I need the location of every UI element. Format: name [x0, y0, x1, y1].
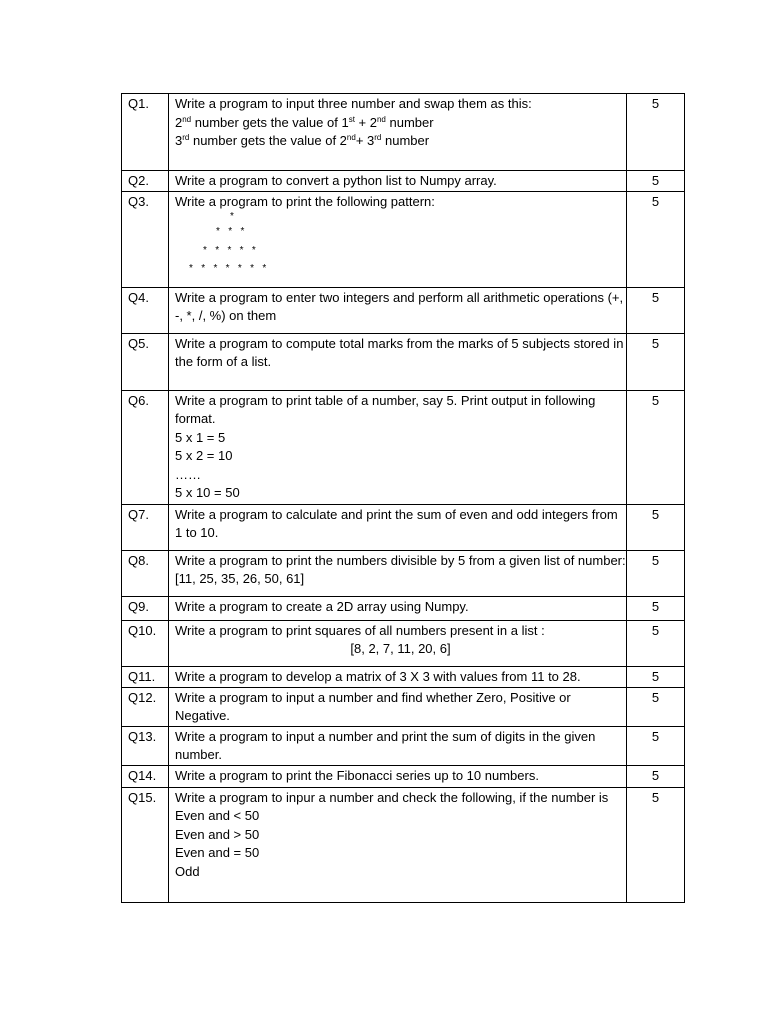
superscript: rd [182, 133, 190, 142]
question-number: Q10. [122, 620, 169, 666]
question-line: Write a program to print table of a number, say 5. Print output in following format. [175, 392, 596, 426]
question-number: Q15. [122, 787, 169, 902]
question-marks: 5 [627, 787, 685, 902]
question-number: Q14. [122, 765, 169, 787]
question-text: Write a program to print the numbers divisible by 5 from a given list of number: [11, 25, 35, 26, 50, 61] [169, 550, 627, 596]
question-line: Write a program to print the following pattern: [175, 193, 435, 209]
superscript: nd [376, 114, 386, 124]
question-number: Q5. [122, 333, 169, 390]
question-text: Write a program to input a number and print the sum of digits in the given number. [169, 726, 627, 765]
output-line: …… [175, 466, 201, 482]
question-text [169, 765, 627, 787]
question-number: Q7. [122, 504, 169, 550]
question-text: Write a program to enter two integers and perform all arithmetic operations (+, -, *, /, %) on them [169, 287, 627, 333]
question-number: Q2. [122, 171, 169, 192]
question-row [122, 94, 685, 171]
star-pattern-line: * * * * * * * [189, 263, 267, 274]
question-line: Write a program to convert a python list to Numpy array. [175, 173, 497, 188]
condition-line: Odd [175, 863, 200, 879]
question-number: Q12. [122, 687, 169, 726]
question-number: Q6. [122, 390, 169, 504]
question-number: Q3. [122, 191, 169, 287]
output-line: 5 x 2 = 10 [175, 448, 233, 463]
question-text [169, 390, 627, 504]
question-row [122, 504, 685, 550]
question-marks: 5 [627, 765, 685, 787]
text-run: number [385, 114, 434, 130]
text-run: 3 [175, 133, 183, 148]
question-text: Write a program to calculate and print the sum of even and odd integers from 1 to 10. [169, 504, 627, 550]
question-marks: 5 [627, 596, 685, 620]
question-number: Q1. [122, 94, 169, 171]
question-marks: 5 [627, 333, 685, 390]
question-line [175, 114, 626, 133]
question-number: Q11. [122, 666, 169, 687]
question-text [169, 171, 627, 192]
question-marks: 5 [627, 191, 685, 287]
question-text [169, 666, 627, 687]
superscript: nd [182, 114, 192, 124]
text-run: + 3 [355, 133, 375, 148]
question-marks: 5 [627, 504, 685, 550]
output-line: 5 x 1 = 5 [175, 429, 226, 445]
question-number: Q9. [122, 596, 169, 620]
question-text [169, 787, 627, 902]
star-pattern-line: * [230, 211, 234, 222]
question-row [122, 596, 685, 620]
list-literal: [8, 2, 7, 11, 20, 6] [350, 641, 451, 656]
question-marks: 5 [627, 287, 685, 333]
question-text [169, 620, 627, 666]
text-run: number [381, 133, 430, 148]
question-row [122, 666, 685, 687]
question-text: Write a program to input a number and find whether Zero, Positive or Negative. [169, 687, 627, 726]
star-pattern-line: * * * [216, 226, 245, 237]
superscript: st [348, 114, 355, 124]
question-row [122, 390, 685, 504]
question-text [169, 94, 627, 171]
question-number: Q8. [122, 550, 169, 596]
question-marks: 5 [627, 171, 685, 192]
text-run: number gets the value of 2 [189, 133, 347, 148]
question-row [122, 765, 685, 787]
question-marks: 5 [627, 666, 685, 687]
question-line: Write a program to create a 2D array using Numpy. [175, 598, 469, 614]
text-run: number gets the value of 1 [191, 114, 349, 130]
question-row [122, 550, 685, 596]
question-row [122, 620, 685, 666]
question-line: Write a program to print squares of all numbers present in a list : [175, 622, 545, 638]
question-row [122, 787, 685, 902]
question-row [122, 191, 685, 287]
question-row [122, 333, 685, 390]
output-line: 5 x 10 = 50 [175, 485, 240, 500]
condition-line: Even and > 50 [175, 826, 260, 842]
question-line: Write a program to input three number and swap them as this: [175, 96, 532, 111]
question-marks: 5 [627, 550, 685, 596]
question-marks: 5 [627, 390, 685, 504]
star-pattern-line: * * * * * [203, 244, 256, 256]
question-row [122, 287, 685, 333]
question-marks: 5 [627, 726, 685, 765]
question-row [122, 726, 685, 765]
text-run: + 2 [354, 114, 377, 130]
question-line: Write a program to print the Fibonacci series up to 10 numbers. [175, 767, 539, 783]
questions-table [121, 93, 685, 903]
question-row [122, 171, 685, 192]
question-text [169, 596, 627, 620]
question-number: Q13. [122, 726, 169, 765]
condition-line: Even and < 50 [175, 808, 260, 823]
question-line: Write a program to inpur a number and check the following, if the number is [175, 789, 609, 805]
question-text [169, 191, 627, 287]
superscript: rd [374, 133, 382, 142]
question-line: Write a program to develop a matrix of 3 X 3 with values from 11 to 28. [175, 668, 581, 684]
superscript: nd [346, 133, 356, 142]
condition-line: Even and = 50 [175, 845, 260, 860]
text-run: 2 [175, 114, 183, 130]
question-line [175, 132, 626, 151]
question-number: Q4. [122, 287, 169, 333]
question-marks: 5 [627, 620, 685, 666]
question-marks: 5 [627, 94, 685, 171]
question-text: Write a program to compute total marks from the marks of 5 subjects stored in the form of a list. [169, 333, 627, 390]
question-row [122, 687, 685, 726]
question-marks: 5 [627, 687, 685, 726]
